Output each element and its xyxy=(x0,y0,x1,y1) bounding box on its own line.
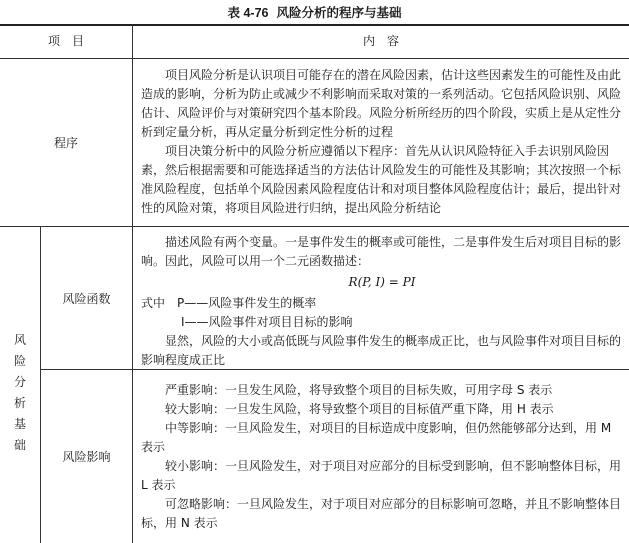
impact-level-medium: 中等影响：一旦风险发生，对项目的目标造成中度影响，但仍然能够部分达到，用 M 表示 xyxy=(141,421,612,454)
impact-level-minor: 较小影响：一旦风险发生，对于项目对应部分的目标受到影响，但不影响整体目标，用 L 表示 xyxy=(141,459,622,492)
procedure-paragraph-2: 项目决策分析中的风险分析应遵循以下程序：首先从认识风险特征入手去识别风险因素，然后根据需要和可能选择适当的方法估计风险发生的可能性及其影响；其次按照一个标准风险程度，包括单个风险因素风险程度估计和对项目整体风险程度估计；最后，提出针对性的风险对策，将项目风险进行归纳，提出风险分析结论 xyxy=(141,144,622,215)
impact-content xyxy=(141,381,623,533)
subitem-divider xyxy=(132,226,133,543)
where-prefix: 式中 xyxy=(141,296,166,310)
var-p: P——风险事件发生的概率 xyxy=(177,296,317,310)
procedure-paragraph-1: 项目风险分析是认识项目可能存在的潜在风险因素，估计这些因素发生的可能性及由此造成的影响，分析为防止或减少不利影响而采取对策的一系列活动。它包括风险识别、风险估计、风险评价与对策研究四个基本阶段。风险分析所经历的四个阶段，实质上是从定性分析到定量分析，再从定量分析到定性分析的过程 xyxy=(141,68,622,139)
function-intro: 描述风险有两个变量。一是事件发生的概率或可能性，二是事件发生后对项目目标的影响。因此，风险可以用一个二元函数描述： xyxy=(141,235,622,268)
function-conclusion: 显然，风险的大小或高低既与风险事件发生的概率成正比，也与风险事件对项目目标的影响程度成正比 xyxy=(141,334,622,367)
impact-level-severe: 严重影响：一旦发生风险，将导致整个项目的目标失败，可用字母 S 表示 xyxy=(165,383,553,397)
function-label: 风险函数 xyxy=(62,291,111,306)
basis-label: 风 险 分 析 基 础 xyxy=(13,333,26,452)
procedure-content xyxy=(141,66,623,218)
header-divider xyxy=(132,24,133,226)
table-title: 风险分析的程序与基础 xyxy=(276,5,402,20)
table-number: 表 4-76 xyxy=(227,6,269,20)
procedure-label: 程序 xyxy=(53,136,78,150)
risk-formula: R(P, I) = PI xyxy=(348,275,416,289)
header-content: 内 容 xyxy=(362,34,399,48)
impact-label: 风险影响 xyxy=(62,450,111,464)
impact-level-major: 较大影响：一旦发生风险，将导致整个项目的目标值严重下降，用 H 表示 xyxy=(165,402,554,416)
impact-level-negligible: 可忽略影响：一旦风险发生，对于项目对应部分的目标影响可忽略，并且不影响整体目标，用 N 表示 xyxy=(141,497,622,530)
function-content xyxy=(141,233,623,370)
where-line-p xyxy=(141,294,623,313)
var-i: I——风险事件对项目目标的影响 xyxy=(181,315,353,329)
top-rule xyxy=(0,24,629,26)
header-item: 项 目 xyxy=(47,34,84,48)
